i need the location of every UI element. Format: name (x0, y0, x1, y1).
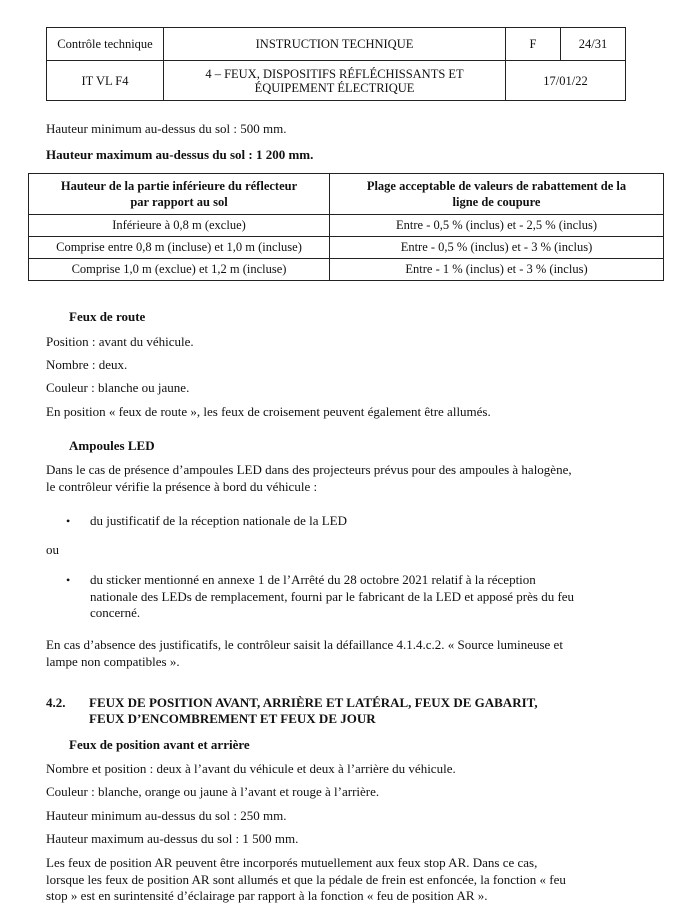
bullet-icon: • (66, 514, 71, 528)
table-header-height (29, 174, 330, 215)
position-height-min: Hauteur minimum au-dessus du sol : 250 mm. (46, 808, 287, 823)
height-min-text: Hauteur minimum au-dessus du sol : 500 mm. (46, 121, 287, 136)
position-lights-subheading: Feux de position avant et arrière (69, 737, 250, 752)
table-cell-range: Entre - 0,5 % (inclus) et - 2,5 % (inclus) (330, 215, 664, 237)
led-bullet1: du justificatif de la réception nationale de la LED (90, 513, 348, 528)
header-label-cell: Contrôle technique (47, 28, 164, 61)
led-absence-line1: En cas d’absence des justificatifs, le contrôleur saisit la défaillance 4.1.4.c.2. « Source lumineuse et (46, 637, 563, 652)
position-ar-line2: lorsque les feux de position AR sont allumés et que la pédale de frein est enfoncée, la fonction « feu (46, 872, 566, 887)
table-cell-range: Entre - 1 % (inclus) et - 3 % (inclus) (330, 259, 664, 281)
position-couleur-text: Couleur : blanche, orange ou jaune à l’avant et rouge à l’arrière. (46, 784, 380, 799)
header-code-cell: IT VL F4 (47, 61, 164, 101)
led-bullet2-line2: nationale des LEDs de remplacement, fourni par le fabricant de la LED et apposé près du feu (90, 589, 575, 604)
position-height-max: Hauteur maximum au-dessus du sol : 1 500 mm. (46, 831, 299, 846)
led-absence-line2: lampe non compatibles ». (46, 654, 180, 669)
feux-route-nombre: Nombre : deux. (46, 357, 128, 372)
feux-route-heading: Feux de route (69, 309, 146, 324)
led-para-line1: Dans le cas de présence d’ampoules LED dans des projecteurs prévus pour des ampoules à halogène, (46, 462, 572, 477)
table-row (29, 237, 664, 259)
section-number: 4.2. (46, 695, 66, 710)
table-row (29, 259, 664, 281)
led-bullet2-line1: du sticker mentionné en annexe 1 de l’Arrêté du 28 octobre 2021 relatif à la réception (90, 572, 536, 587)
table-header-range-line1: Plage acceptable de valeurs de rabattement de la (366, 179, 627, 193)
header-page-cell: 24/31 (561, 28, 626, 61)
position-ar-line3: stop » est en surintensité d’éclairage par rapport à la fonction « feu de position AR ». (46, 888, 488, 903)
header-subject-line1: 4 – FEUX, DISPOSITIFS RÉFLÉCHISSANTS ET (205, 66, 464, 81)
table-header-height-line2: par rapport au sol (130, 195, 228, 209)
header-title-cell: INSTRUCTION TECHNIQUE (164, 28, 506, 61)
table-cell-range: Entre - 0,5 % (inclus) et - 3 % (inclus) (330, 237, 664, 259)
position-ar-line1: Les feux de position AR peuvent être incorporés mutuellement aux feux stop AR. Dans ce cas, (46, 855, 538, 870)
table-cell-height: Inférieure à 0,8 m (exclue) (29, 215, 330, 237)
table-row (29, 215, 664, 237)
header-subject-cell (164, 61, 506, 101)
header-lang-cell: F (506, 28, 561, 61)
header-date-cell: 17/01/22 (506, 61, 626, 101)
section-title-line2: FEUX D’ENCOMBREMENT ET FEUX DE JOUR (89, 711, 376, 726)
table-cell-height: Comprise entre 0,8 m (incluse) et 1,0 m (incluse) (29, 237, 330, 259)
feux-route-note: En position « feux de route », les feux de croisement peuvent également être allumés. (46, 404, 491, 419)
section-title-line1: FEUX DE POSITION AVANT, ARRIÈRE ET LATÉRAL, FEUX DE GABARIT, (89, 695, 538, 710)
table-header-range-line2: ligne de coupure (452, 195, 541, 209)
feux-route-couleur: Couleur : blanche ou jaune. (46, 380, 190, 395)
table-header-range (330, 174, 664, 215)
led-bullet2-line3: concerné. (90, 605, 141, 620)
table-cell-height: Comprise 1,0 m (exclue) et 1,2 m (incluse) (29, 259, 330, 281)
led-heading: Ampoules LED (69, 438, 155, 453)
feux-route-position: Position : avant du véhicule. (46, 334, 194, 349)
document-header-table (46, 27, 626, 101)
table-header-height-line1: Hauteur de la partie inférieure du réflecteur (60, 179, 298, 193)
led-ou: ou (46, 542, 59, 557)
header-subject-line2: ÉQUIPEMENT ÉLECTRIQUE (254, 80, 415, 95)
position-nombre-text: Nombre et position : deux à l’avant du véhicule et deux à l’arrière du véhicule. (46, 761, 456, 776)
height-max-text: Hauteur maximum au-dessus du sol : 1 200 mm. (46, 147, 314, 162)
led-para-line2: le contrôleur vérifie la présence à bord du véhicule : (46, 479, 318, 494)
headlamp-aim-table (28, 173, 664, 281)
bullet-icon: • (66, 573, 71, 587)
